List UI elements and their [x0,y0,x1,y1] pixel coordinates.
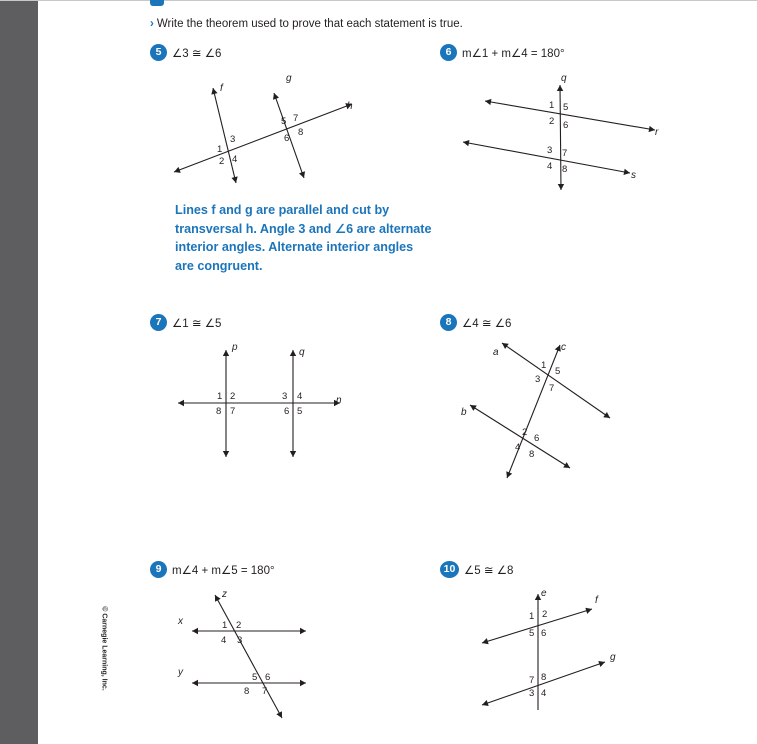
angle-label-8: 8 [562,164,568,175]
angle-label-3: 3 [535,374,541,385]
line-q-arrowhead [557,85,563,91]
angle-label-8: 8 [529,449,535,460]
line-label-b: b [461,407,467,418]
line-r [485,101,655,130]
line-r-arrowhead [485,99,491,105]
angle-label-3: 3 [529,688,535,699]
problem-number-badge: 8 [440,314,457,331]
angle-label-2: 2 [549,116,555,127]
angle-label-4: 4 [541,688,547,699]
angle-label-5: 5 [297,406,303,417]
line-label-c: c [561,342,566,353]
line-f [482,609,592,643]
problem-number-badge: 9 [150,561,167,578]
angle-label-5: 5 [529,628,535,639]
angle-label-7: 7 [293,113,299,124]
copyright-notice: © Carnegie Learning, Inc. [100,606,108,691]
angle-label-5: 5 [563,102,569,113]
angle-label-8: 8 [541,672,547,683]
angle-label-3: 3 [237,635,243,646]
line-n-arrowhead [178,400,184,406]
line-a-arrowhead [603,412,610,418]
line-label-n: n [336,395,342,406]
angle-label-6: 6 [541,628,547,639]
angle-label-6: 6 [284,133,290,144]
problem-number-badge: 7 [150,314,167,331]
angle-label-2: 2 [236,620,242,631]
problem-statement: m∠1 + m∠4 = 180° [462,47,565,60]
angle-label-1: 1 [529,611,535,622]
angle-label-5: 5 [281,116,287,127]
angle-label-3: 3 [282,391,288,402]
line-a-arrowhead [502,343,509,349]
angle-label-5: 5 [555,366,561,377]
angle-label-4: 4 [547,161,553,172]
line-y-arrowhead [192,680,198,686]
problem-number-badge: 10 [440,561,459,578]
angle-label-7: 7 [529,675,535,686]
angle-label-8: 8 [298,127,304,138]
line-q [560,85,561,190]
line-h [174,104,352,172]
angle-label-1: 1 [222,620,228,631]
angle-label-6: 6 [284,406,290,417]
line-z [215,595,282,718]
line-label-r: r [655,127,659,138]
angle-label-4: 4 [232,154,238,165]
angle-label-7: 7 [230,406,236,417]
line-f-arrowhead [585,608,592,614]
line-b-arrowhead [563,462,570,468]
line-label-s: s [631,170,636,181]
problem-number-badge: 6 [440,44,457,61]
line-s-arrowhead [463,140,469,146]
line-label-x: x [178,616,183,627]
angle-label-4: 4 [515,442,521,453]
angle-label-5: 5 [252,672,258,683]
line-q-arrowhead [290,451,296,457]
line-b-arrowhead [470,405,477,411]
line-x-arrowhead [300,628,306,634]
line-s-arrowhead [624,169,630,175]
angle-label-4: 4 [221,635,227,646]
line-label-g: g [610,652,616,663]
problem-5-answer: Lines f and g are parallel and cut by transversal h. Angle 3 and ∠6 are alternate interior angles. Alternate interior angles are congruent. [175,203,432,273]
line-f-arrowhead [211,88,217,95]
angle-label-8: 8 [244,686,250,697]
line-label-y: y [178,667,183,678]
angle-label-1: 1 [217,391,223,402]
problem-number-badge: 5 [150,44,167,61]
angle-label-4: 4 [297,391,303,402]
line-label-q: q [299,347,305,358]
problem-statement: ∠3 ≅ ∠6 [172,47,222,60]
angle-label-7: 7 [562,148,568,159]
chevron-right-icon: › [150,18,154,30]
angle-label-3: 3 [230,134,236,145]
line-f-arrowhead [482,638,489,644]
line-x-arrowhead [192,628,198,634]
problem-statement: ∠4 ≅ ∠6 [462,317,512,330]
line-label-g: g [286,73,292,84]
line-p-arrowhead [223,350,229,356]
line-q-arrowhead [558,184,564,190]
line-q-arrowhead [290,350,296,356]
line-label-a: a [493,347,499,358]
angle-label-3: 3 [547,145,553,156]
line-label-z: z [222,589,227,600]
angle-label-1: 1 [549,100,555,111]
angle-label-1: 1 [541,360,547,371]
instruction-text: Write the theorem used to prove that each statement is true. [156,18,463,30]
line-label-f: f [595,595,598,606]
line-label-q: q [561,73,567,84]
problem-statement: m∠4 + m∠5 = 180° [172,564,275,577]
line-p-arrowhead [223,451,229,457]
angle-label-8: 8 [216,406,222,417]
angle-label-7: 7 [262,686,268,697]
angle-label-2: 2 [542,609,548,620]
line-f-arrowhead [231,176,237,183]
angle-label-1: 1 [217,144,223,155]
angle-label-6: 6 [534,433,540,444]
line-label-f: f [220,83,223,94]
line-y-arrowhead [300,680,306,686]
problem-statement: ∠1 ≅ ∠5 [172,317,222,330]
line-label-e: e [541,588,547,599]
problem-statement: ∠5 ≅ ∠8 [464,564,514,577]
line-label-p: p [232,342,238,353]
line-label-h: h [347,101,353,112]
angle-label-2: 2 [230,391,236,402]
angle-label-6: 6 [563,120,569,131]
angle-label-7: 7 [549,383,555,394]
angle-label-6: 6 [265,672,271,683]
angle-label-2: 2 [522,427,528,438]
line-b [470,405,570,468]
angle-label-2: 2 [219,156,225,167]
